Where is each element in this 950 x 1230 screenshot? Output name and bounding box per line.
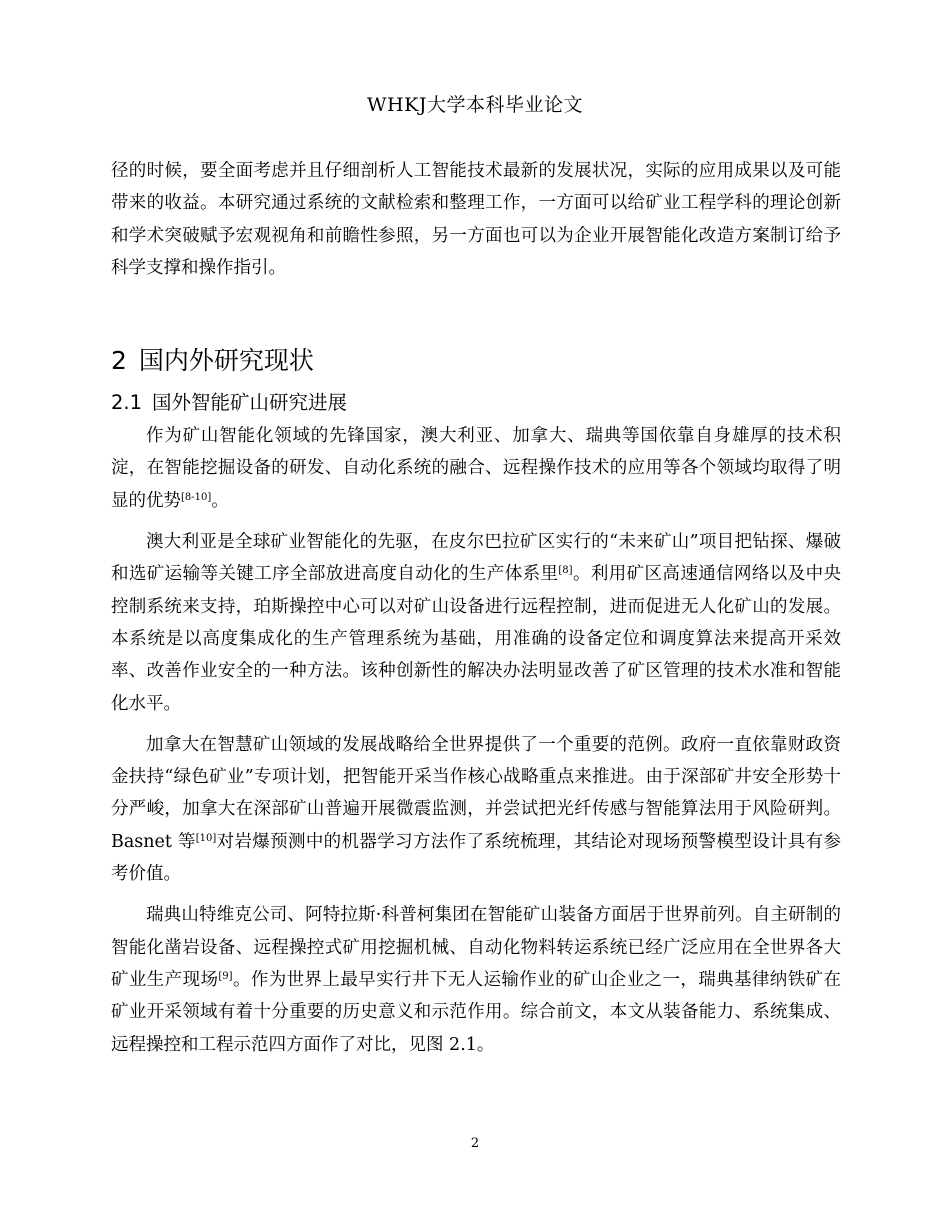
paragraph-text: 对岩爆预测中的机器学习方法作了系统梳理，其结论对现场预警模型设计具有参考价值。 — [111, 831, 841, 885]
section-heading — [111, 345, 841, 377]
page-number: 2 — [470, 1136, 480, 1151]
paragraph-sweden — [111, 899, 841, 1060]
paragraph-canada — [111, 729, 841, 890]
page-body — [111, 155, 841, 1061]
intro-paragraph: 径的时候，要全面考虑并且仔细剖析人工智能技术最新的发展状况，实际的应用成果以及可能带来的收益。本研究通过系统的文献检索和整理工作，一方面可以给矿业工程学科的理论创新和学术突破赋予宏观视角和前瞻性参照，另一方面也可以为企业开展智能化改造方案制订给予科学支撑和操作指引。 — [111, 161, 841, 278]
subsection-title: 国外智能矿山研究进展 — [152, 391, 348, 415]
paragraph-text: 作为矿山智能化领域的先锋国家，澳大利亚、加拿大、瑞典等国依靠自身雄厚的技术积淀，在智能挖掘设备的研发、自动化系统的融合、远程操作技术的应用等各个领域均取得了明显的优势 — [111, 426, 841, 511]
paragraph-text: 。 — [211, 490, 229, 511]
paragraph-australia — [111, 526, 841, 720]
paragraph-text: 。利用矿区高速通信网络以及中央控制系统来支持，珀斯操控中心可以对矿山设备进行远程控制，进而促进无人化矿山的发展。本系统是以高度集成化的生产管理系统为基础，用准确的设备定位和调度算法来提高开采效率、改善作业安全的一种方法。该种创新性的解决办法明显改善了矿区管理的技术水准和智能化水平。 — [111, 564, 841, 714]
citation: [8] — [558, 565, 573, 577]
paragraph-text: 澳大利亚是全球矿业智能化的先驱，在皮尔巴拉矿区实行的“未来矿山”项目把钻探、爆破和选矿运输等关键工序全部放进高度自动化的生产体系里 — [111, 532, 841, 585]
citation: [8-10] — [181, 491, 212, 503]
section-title: 国内外研究现状 — [138, 346, 314, 376]
paragraph-text: 。作为世界上最早实行井下无人运输作业的矿山企业之一，瑞典基律纳铁矿在矿业开采领域有着十分重要的历史意义和示范作用。综合前文，本文从装备能力、系统集成、远程操控和工程示范四方面作了对比，见图 2.1。 — [111, 969, 841, 1055]
subsection-heading — [111, 389, 841, 417]
paragraph-text: 瑞典山特维克公司、阿特拉斯·科普柯集团在智能矿山装备方面居于世界前列。自主研制的智能化凿岩设备、远程操控式矿用挖掘机械、自动化物料转运系统已经广泛应用在全世界各大矿业生产现场 — [111, 905, 841, 990]
citation: [9] — [218, 970, 233, 982]
running-header: WHKJ大学本科毕业论文 — [367, 94, 583, 116]
citation: [10] — [195, 832, 217, 844]
subsection-number: 2.1 — [111, 391, 143, 415]
section-number: 2 — [111, 346, 127, 376]
paragraph-overview — [111, 420, 841, 517]
paragraph-text: 加拿大在智慧矿山领域的发展战略给全世界提供了一个重要的范例。政府一直依靠财政资金扶持“绿色矿业”专项计划，把智能开采当作核心战略重点来推进。由于深部矿井安全形势十分严峻，加拿大在深部矿山普遍开展微震监测，并尝试把光纤传感与智能算法用于风险研判。Basnet 等 — [111, 734, 841, 852]
